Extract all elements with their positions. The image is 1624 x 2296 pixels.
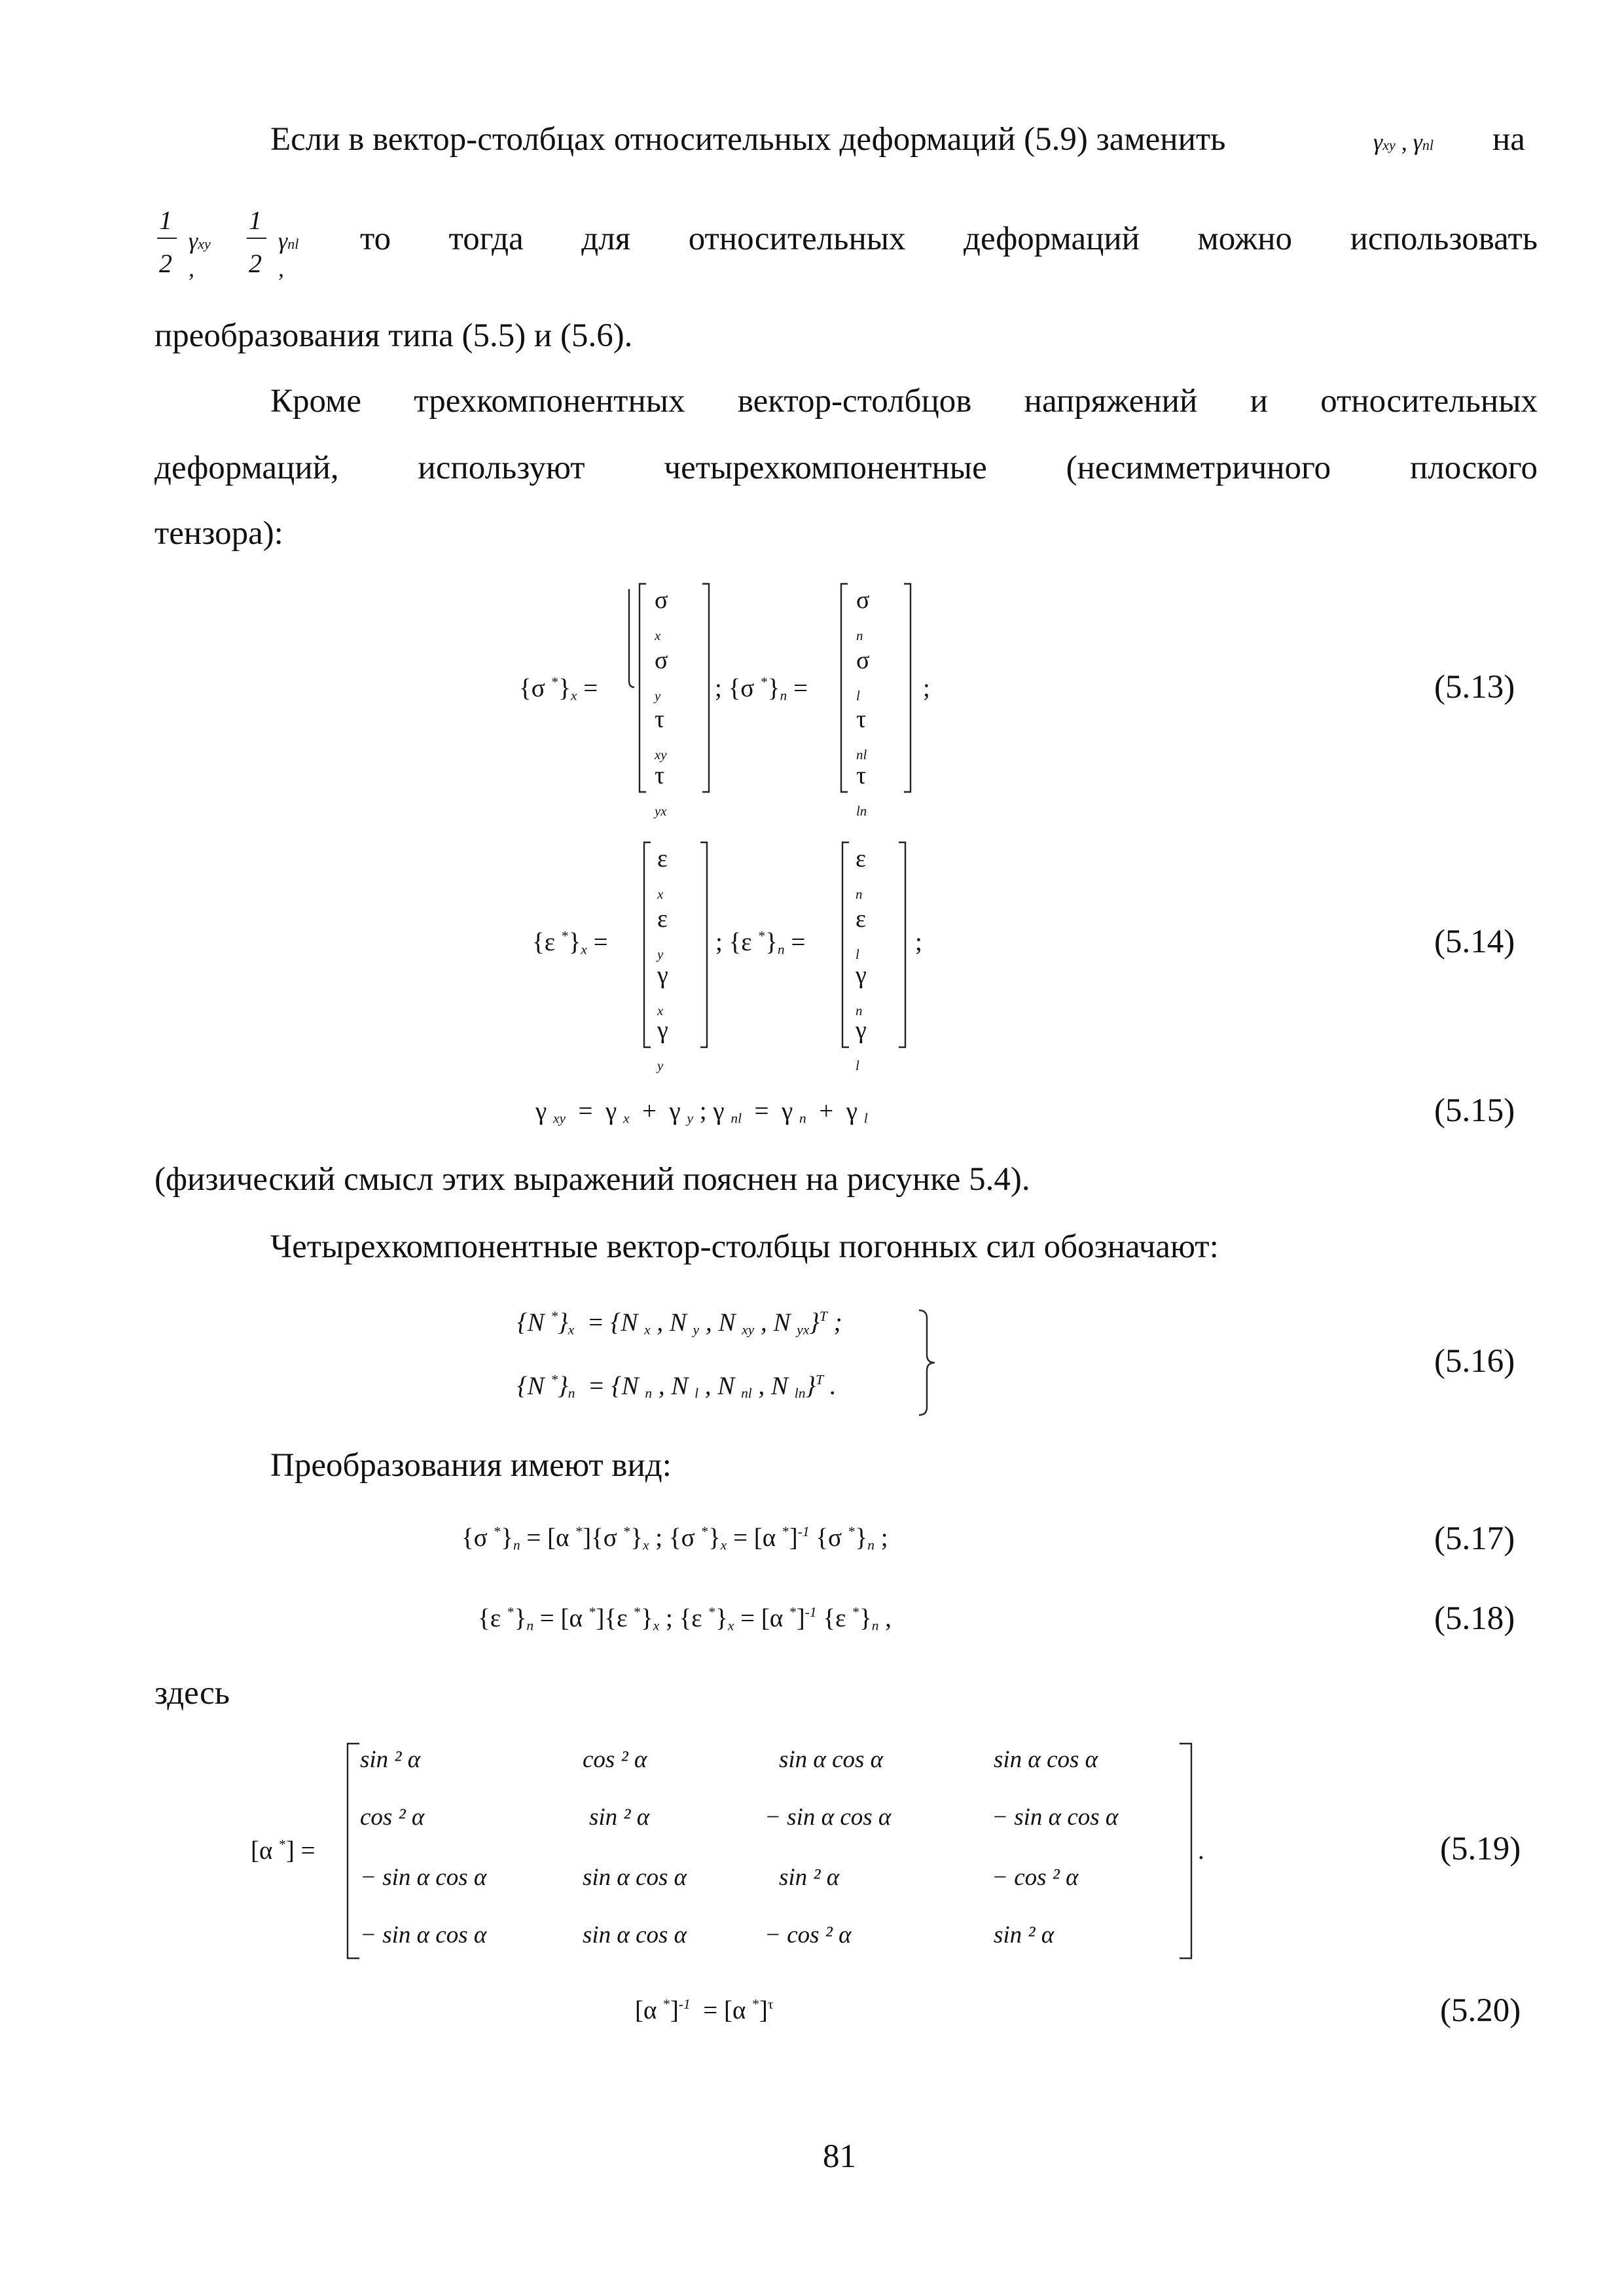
eq-5-19-lhs: [α *] = <box>251 1837 316 1865</box>
para2-line2: деформаций, используют четырехкомпонентные (несимметричного плоского <box>154 450 1538 486</box>
para2-line1: Кроме трехкомпонентных вектор-столбцов напряжений и относительных <box>270 383 1538 420</box>
m-r3-c4: − cos ² α <box>992 1864 1079 1891</box>
eq-5-17-expr: {σ $^*\}_n = [\alpha$ *]{σ $^*\}_x$ ; {σ $^*\}_x = [\alpha$ *]$^{-1}$ {σ $^*\}_n$ ; <box>461 1524 888 1553</box>
m-r2-c1: cos ² α <box>360 1804 425 1831</box>
para4-line1: Четырехкомпонентные вектор-столбцы погонных сил обозначают: <box>270 1229 1219 1265</box>
eq-5-19-end: . <box>1198 1837 1204 1865</box>
m-r3-c3: sin ² α <box>779 1864 840 1891</box>
eq-5-13-lhs1: {σ $^*\}_x$ = <box>519 674 598 704</box>
eq-5-13-col2-brackets <box>840 583 912 805</box>
m-r1-c4: sin α cos α <box>994 1746 1098 1773</box>
para1-line1: Если в вектор-столбцах относительных деформаций (5.9) заменить <box>270 121 1226 158</box>
m-r1-c3: sin α cos α <box>779 1746 884 1773</box>
eq-5-17-number: (5.17) <box>1434 1520 1515 1557</box>
m-r3-c2: sin α cos α <box>583 1864 687 1891</box>
eq-5-15-expr: γ $_{xy}$ = γ $_x$ + γ $_y$ ; γ $_{nl}$ = γ $_n$ + γ $_l$ <box>535 1097 868 1126</box>
eq-5-20-expr: [α *]$^{-1}$ = [α *]$^\tau$ <box>635 1996 774 2024</box>
m-r1-c2: cos ² α <box>583 1746 647 1773</box>
para2-line3: тензора): <box>154 515 283 552</box>
eq-5-14-number: (5.14) <box>1434 924 1515 960</box>
eq-5-14-lhs2: ; {ε $^*\}_n$ = <box>715 928 806 958</box>
m-r4-c2: sin α cos α <box>583 1922 687 1948</box>
para6-line1: здесь <box>154 1675 230 1712</box>
eq-5-16-row1: {N $^*\}_x = \{N$ $_x$ , N $_y$ , N $_{xy}$ , N $_{yx}$}$^T$ ; <box>517 1308 842 1338</box>
m-r2-c4: − sin α cos α <box>992 1804 1119 1831</box>
eq-5-14-col1-brackets <box>643 841 708 1057</box>
m-r2-c2: sin ² α <box>589 1804 650 1831</box>
m-r4-c1: − sin α cos α <box>360 1922 487 1948</box>
eq-5-13-end: ; <box>923 674 930 702</box>
eq-5-14-col2-brackets <box>841 841 907 1057</box>
eq-5-18-expr: {ε $^*\}_n = [\alpha$ *]{ε $^*\}_x$ ; {ε $^*\}_x = [\alpha$ *]$^{-1}$ {ε $^*\}_n$ , <box>478 1604 892 1634</box>
para3-line1: (физический смысл этих выражений пояснен на рисунке 5.4). <box>154 1161 1030 1198</box>
m-r2-c3: − sin α cos α <box>765 1804 892 1831</box>
m-r4-c3: − cos ² α <box>765 1922 852 1948</box>
eq-5-19-number: (5.19) <box>1440 1831 1521 1867</box>
eq-5-14-lhs1: {ε $^*\}_x$ = <box>532 928 608 958</box>
eq-5-13-col1-brackets <box>638 583 710 805</box>
page-number: 81 <box>823 2138 856 2175</box>
m-r4-c4: sin ² α <box>994 1922 1055 1948</box>
para5-line1: Преобразования имеют вид: <box>270 1447 672 1484</box>
eq-5-13-lhs2: ; {σ $^*\}_n$ = <box>715 674 808 704</box>
para1-line3: преобразования типа (5.5) и (5.6). <box>154 317 633 354</box>
m-r1-c1: sin ² α <box>360 1746 421 1773</box>
word-na: на <box>1492 121 1525 158</box>
eq-5-16-right-brace <box>918 1309 944 1420</box>
para1-line2: то тогда для относительных деформаций можно использовать <box>360 221 1538 257</box>
eq-5-14-end: ; <box>915 928 922 956</box>
eq-5-13-number: (5.13) <box>1434 669 1515 706</box>
eq-5-20-number: (5.20) <box>1440 1992 1521 2029</box>
eq-5-15-number: (5.15) <box>1434 1092 1515 1129</box>
gamma-pair: γxy , γnl <box>1373 129 1434 155</box>
eq-5-16-row2: {N $^*\}_n = \{N$ $_n$ , N $_l$ , N $_{nl}$ , N $_{ln}$}$^T$ . <box>517 1372 837 1401</box>
eq-5-16-number: (5.16) <box>1434 1343 1515 1380</box>
m-r3-c1: − sin α cos α <box>360 1864 487 1891</box>
eq-5-18-number: (5.18) <box>1434 1600 1515 1637</box>
